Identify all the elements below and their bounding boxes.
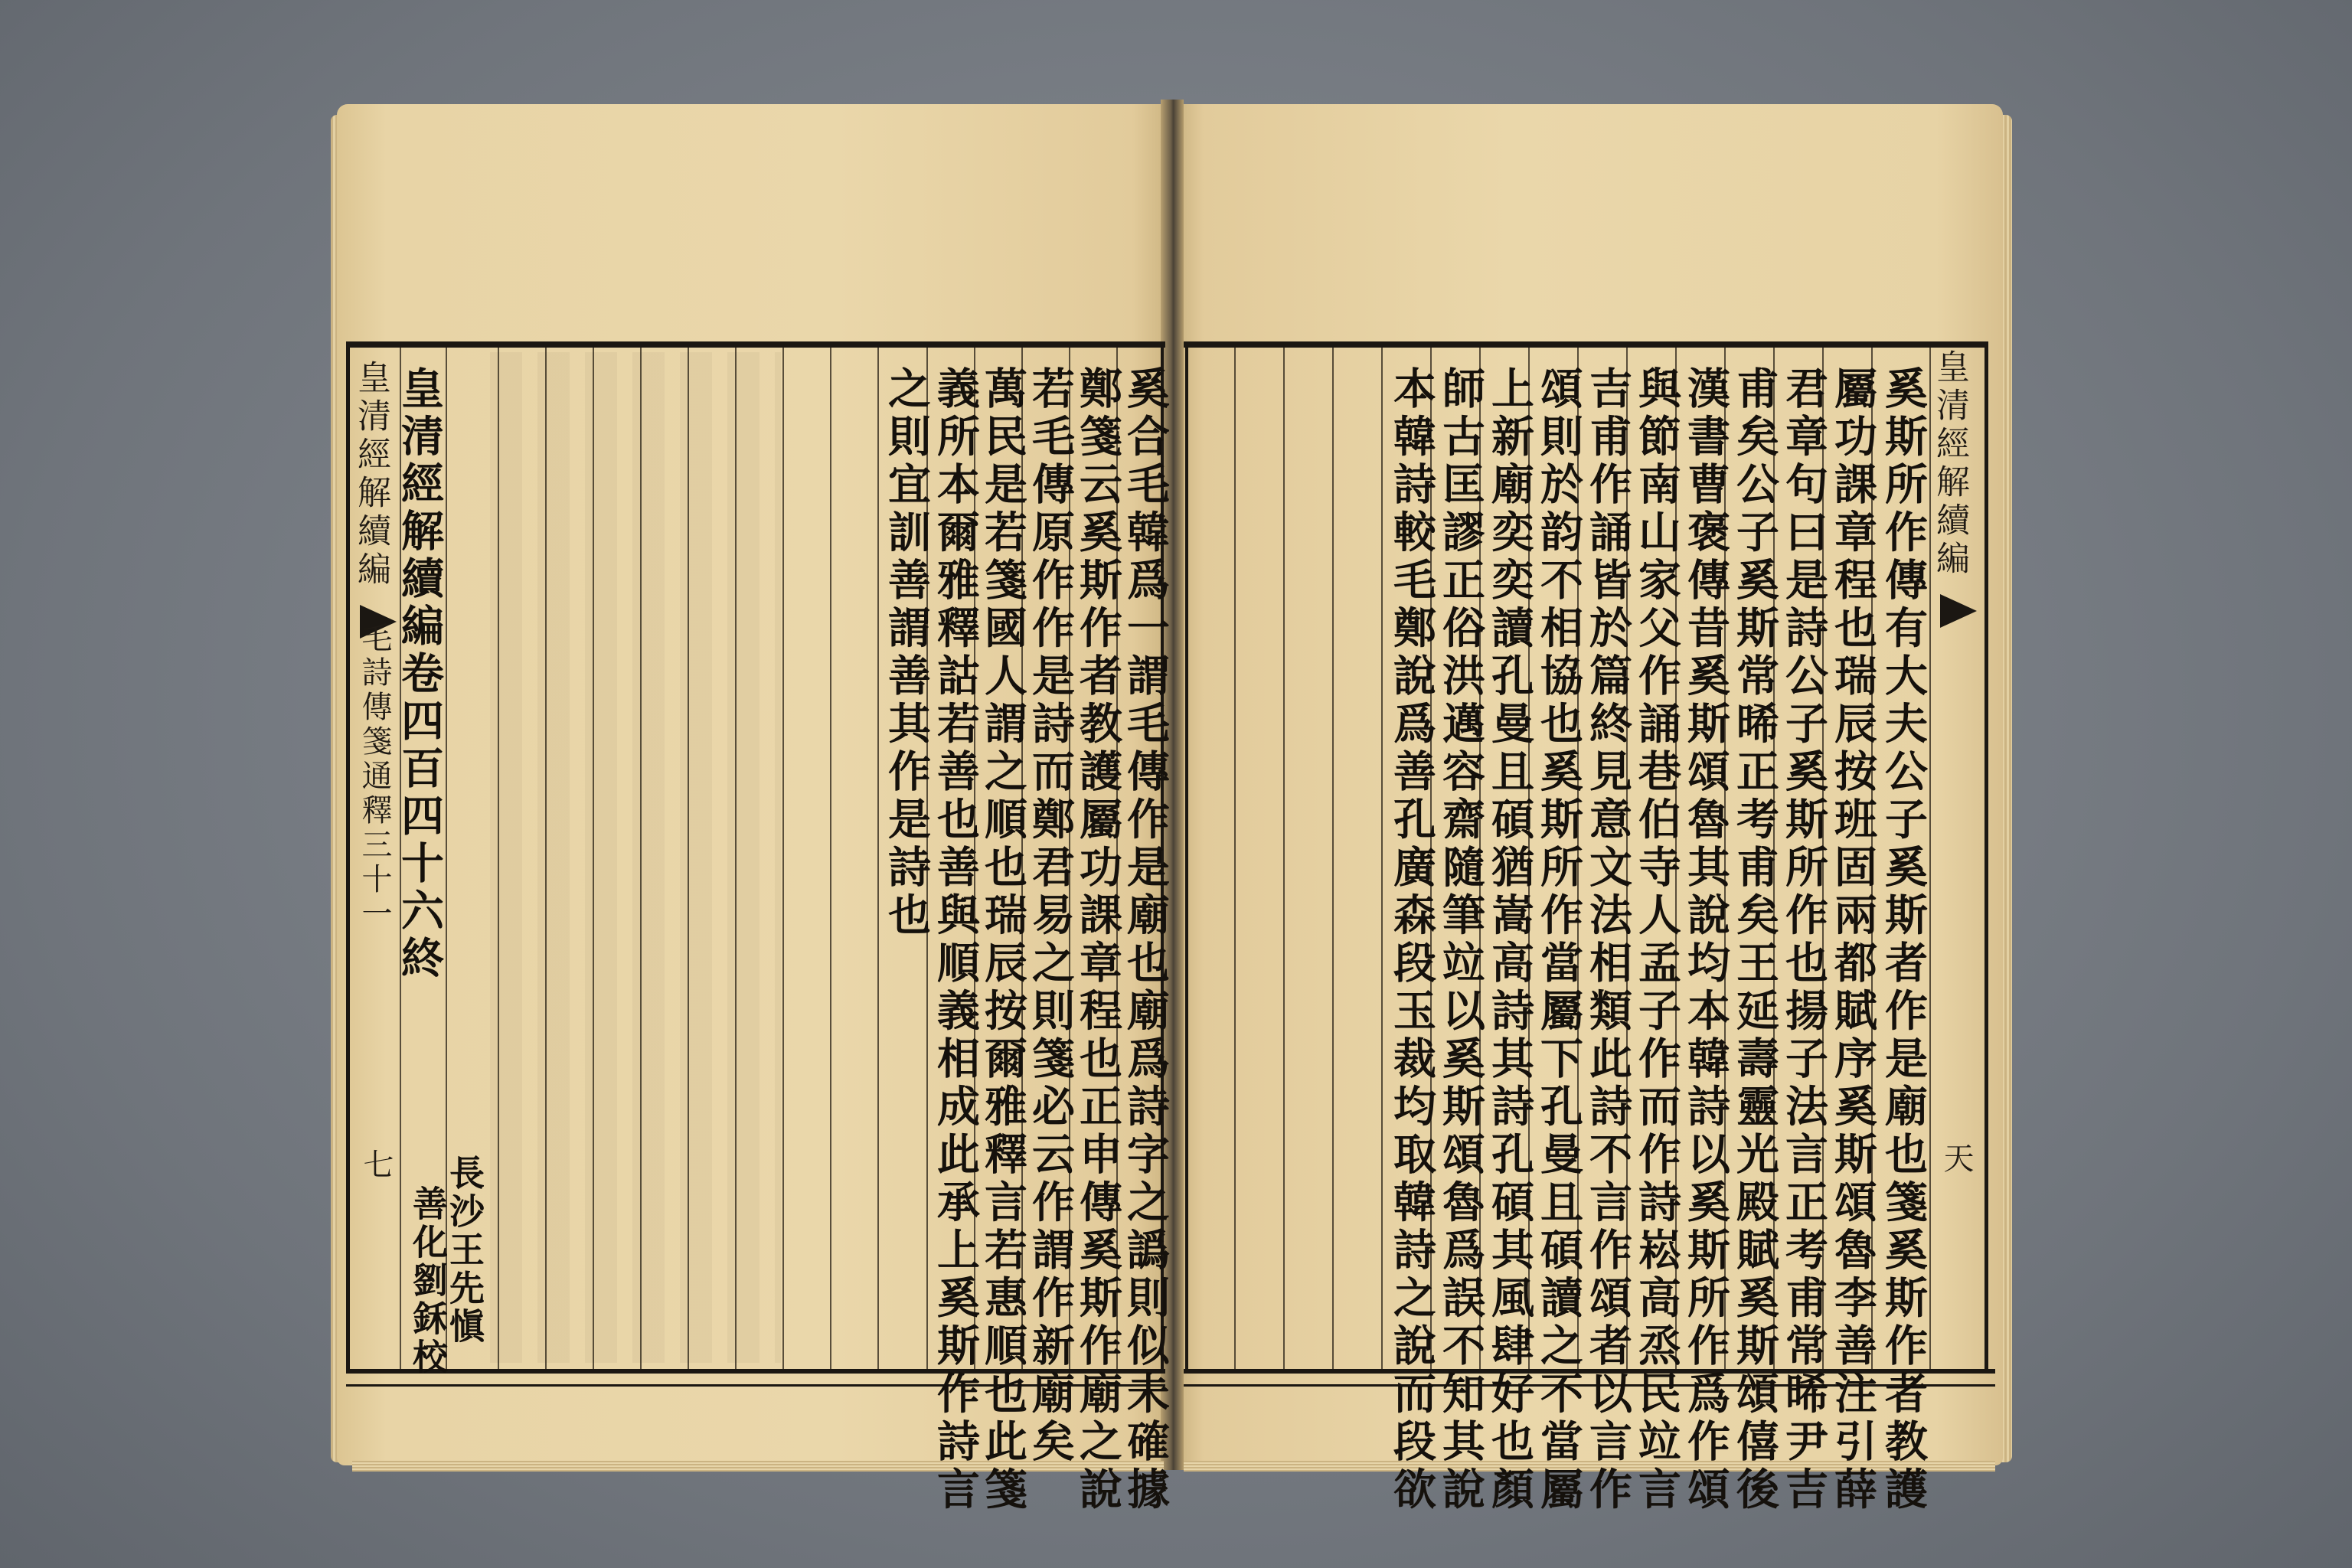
column-divider — [640, 348, 642, 1369]
column-divider — [735, 348, 737, 1369]
spine-rule-right — [1185, 341, 1188, 1372]
text-column: 萬民是若箋國人謂之順也瑞辰按爾雅釋言若惠順也此箋 — [978, 366, 1028, 1514]
column-divider — [498, 348, 499, 1369]
text-column: 與節南山家父作誦巷伯寺人孟子作而作詩崧高烝民竝言 — [1632, 366, 1682, 1514]
editor-line-2: 善化劉鉌校 — [407, 1185, 449, 1377]
text-column: 甫矣公子奚斯常晞正考甫矣王延壽靈光殿賦奚斯頌僖後 — [1730, 366, 1780, 1514]
left-margin-book-title: 皇清經解續編 — [351, 360, 390, 590]
text-column: 奚斯所作傳有大夫公子奚斯者作是廟也箋奚斯作者教護 — [1878, 366, 1929, 1514]
text-column: 漢書曹褒傳昔奚斯頌魯其說均本韓詩以奚斯所作爲作頌 — [1681, 366, 1731, 1514]
column-divider — [1332, 348, 1334, 1369]
left-margin-page-number: 七 — [358, 1148, 394, 1179]
text-column: 吉甫作誦皆於篇終見意文法相類此詩不言作頌者以言作 — [1583, 366, 1633, 1514]
text-column: 若毛傳原作作是詩而鄭君易之則箋必云作謂作新廟矣 — [1025, 366, 1076, 1467]
column-divider — [830, 348, 831, 1369]
column-divider — [877, 348, 879, 1369]
left-margin-section-title: 毛詩傳箋通釋三十一 — [357, 622, 392, 932]
text-column: 上新廟奕奕讀孔曼且碩猶嵩高詩其詩孔碩其風肆好也顏 — [1485, 366, 1535, 1514]
right-margin-book-title: 皇清經解續編 — [1930, 349, 1969, 579]
column-divider — [688, 348, 689, 1369]
column-divider — [1381, 348, 1383, 1369]
text-column: 之則宜訓善謂善其作是詩也 — [881, 366, 932, 940]
frame-top-rule-right — [1184, 341, 1988, 348]
frame-top-rule-left — [346, 341, 1165, 348]
volume-end-title: 皇清經解續編卷四百四十六終 — [394, 366, 445, 983]
text-column: 頌則於韵不相協也奚斯所作當屬下孔曼且碩讀之不當屬 — [1534, 366, 1584, 1514]
text-column: 本韓詩較毛鄭說爲善孔廣森段玉裁均取韓詩之說而段欲 — [1387, 366, 1437, 1514]
right-margin-page-number: 天 — [1939, 1142, 1974, 1173]
bleed-through-area — [490, 352, 781, 1363]
column-divider — [593, 348, 594, 1369]
text-column: 君章句曰是詩公子奚斯所作也揚子法言正考甫常晞尹吉 — [1779, 366, 1829, 1514]
column-divider — [545, 348, 547, 1369]
text-column: 義所本爾雅釋詁若善也善與順義相成此承上奚斯作詩言 — [930, 366, 981, 1514]
frame-right-side — [1984, 341, 1988, 1372]
column-divider — [1234, 348, 1236, 1369]
column-divider — [1283, 348, 1285, 1369]
text-column: 師古匡謬正俗洪邁容齋隨筆竝以奚斯頌魯爲誤不知其說 — [1436, 366, 1486, 1514]
text-column: 屬功課章程也瑞辰按班固兩都賦序奚斯頌魯李善注引薛 — [1828, 366, 1878, 1514]
text-column: 奚合毛韓爲一謂毛傳作是廟也廟爲詩字之譌則似未確據 — [1120, 366, 1171, 1514]
text-column: 鄭箋云奚斯作者教護屬功課章程也正申傳奚斯作廟之說 — [1073, 366, 1123, 1514]
fishtail-mark-right — [1940, 594, 1977, 628]
editor-line-1: 長沙王先愼 — [444, 1155, 485, 1346]
column-divider — [782, 348, 784, 1369]
